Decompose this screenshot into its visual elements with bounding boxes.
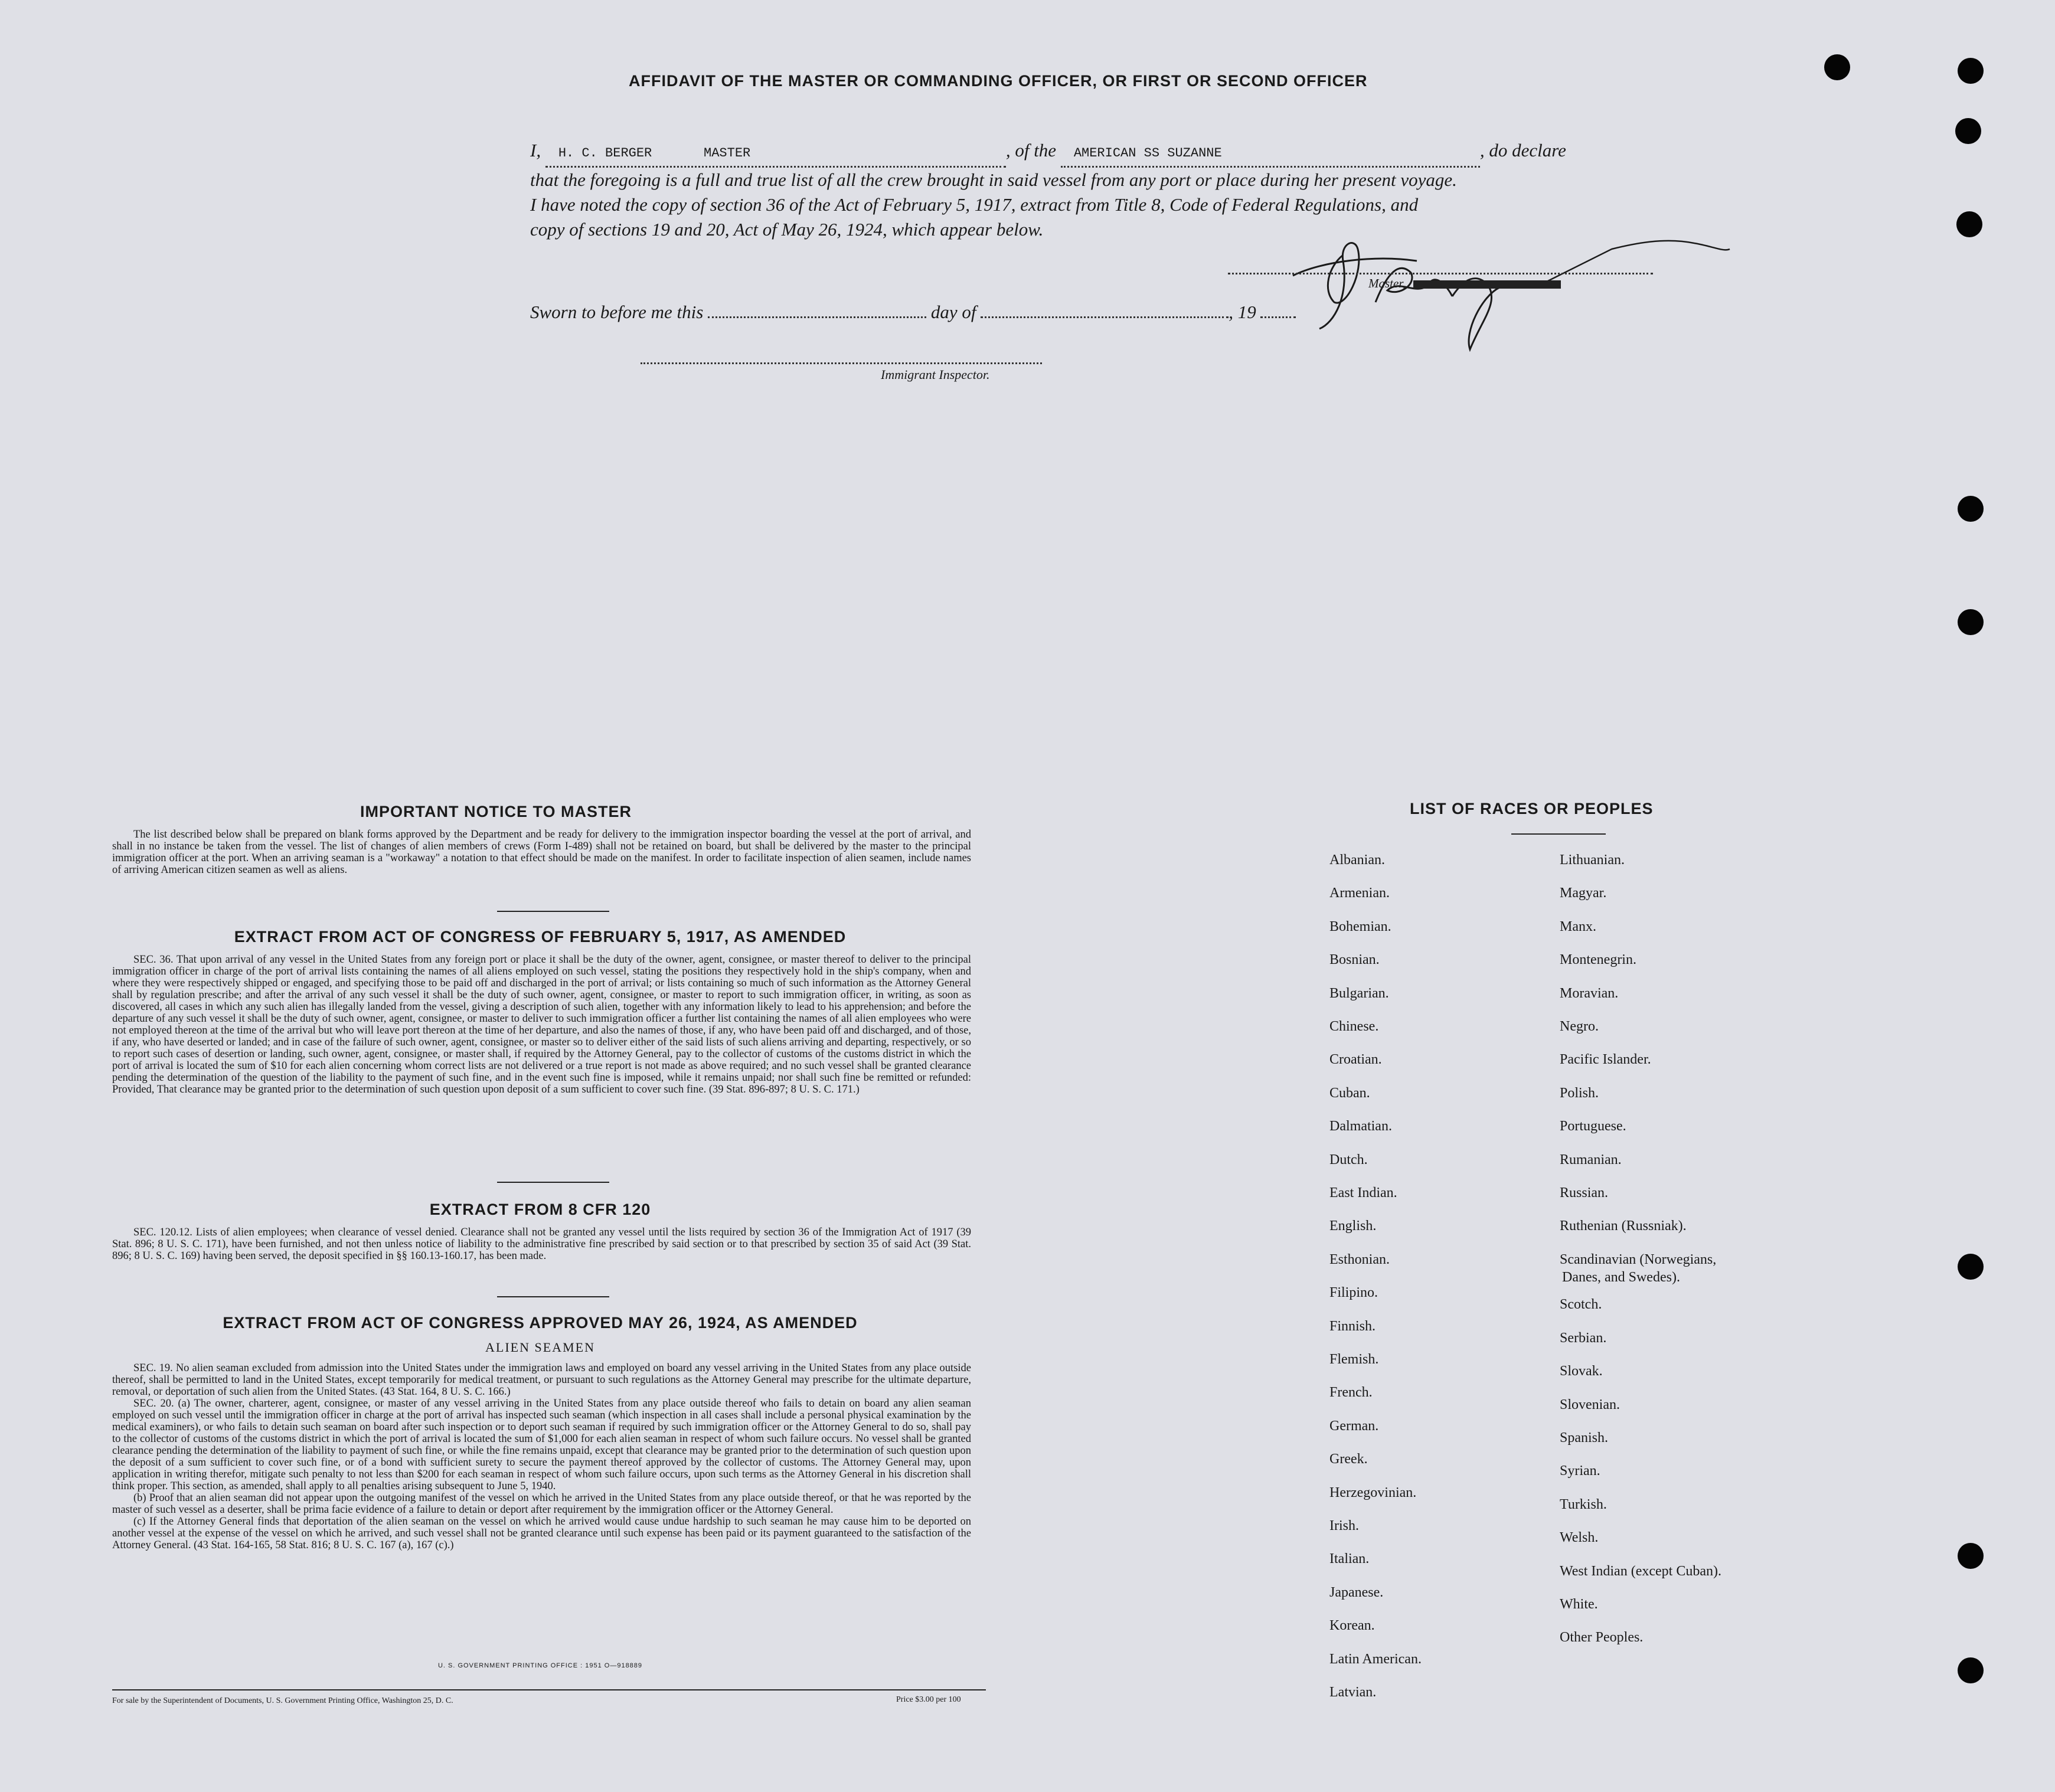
race-item: Scandinavian (Norwegians, [1560,1252,1717,1267]
sworn-month-field [981,316,1229,318]
extract-1924-body [112,1362,971,1551]
vessel-field [1061,138,1480,168]
races-divider [1511,833,1606,835]
race-item: Lithuanian. [1560,852,1625,868]
race-item: White. [1560,1597,1598,1612]
punch-hole [1958,496,1984,522]
punch-hole [1958,1254,1984,1280]
race-item: Albanian. [1329,852,1385,868]
inspector-signature-line [641,362,1042,364]
race-item: Latvian. [1329,1685,1377,1700]
punch-hole [1955,118,1981,144]
master-name: H. C. BERGER [558,146,652,161]
master-rank: MASTER [704,146,751,161]
race-item: Herzegovinian. [1329,1485,1417,1500]
race-item: Serbian. [1560,1330,1607,1346]
race-item: Dutch. [1329,1152,1368,1168]
price-note: Price $3.00 per 100 [896,1695,961,1704]
race-item: Italian. [1329,1551,1370,1567]
race-item: Latin American. [1329,1652,1422,1667]
sec-19-text: SEC. 19. No alien seaman excluded from admission into the United States under the immigration laws and employed on board any vessel arriving in the United States from any place outside thereof, shall be permitted to land in the United States, except temporarily for medical treatment, or pursuant to such regulations as the Attorney General may prescribe for the ultimate departure, removal, or deportation of such alien from the United States. (43 Stat. 164, 8 U. S. C. 166.) [112,1362,971,1398]
race-item: Japanese. [1329,1585,1384,1600]
divider [497,911,609,912]
race-item: Dalmatian. [1329,1119,1392,1134]
race-item: Chinese. [1329,1019,1379,1034]
vessel-name: AMERICAN SS SUZANNE [1073,146,1222,161]
race-item: Scotch. [1560,1297,1602,1312]
race-item: Manx. [1560,919,1596,934]
race-item: German. [1329,1418,1379,1434]
declaration-i: I, [530,140,541,161]
day-of-label: day of [930,302,976,322]
sworn-day-field [708,316,926,318]
punch-hole [1958,609,1984,635]
notice-title: IMPORTANT NOTICE TO MASTER [360,803,632,820]
race-item: Magyar. [1560,885,1607,901]
race-item: Russian. [1560,1185,1609,1201]
divider [497,1182,609,1183]
divider [497,1296,609,1297]
race-item: Montenegrin. [1560,952,1636,967]
declaration-line-1 [530,138,1599,168]
race-item: French. [1329,1385,1373,1400]
master-signature-label [1368,276,1561,291]
extract-1924-title: EXTRACT FROM ACT OF CONGRESS APPROVED MAY 26, 1924, AS AMENDED [223,1314,858,1332]
declaration-line-3: I have noted the copy of section 36 of the Act of February 5, 1917, extract from Title 8, Code of Federal Regulations, and [530,194,1419,215]
punch-hole [1824,54,1850,80]
race-item: Moravian. [1560,986,1619,1001]
footer-rule [112,1689,986,1690]
punch-hole [1956,211,1982,237]
race-item: Rumanian. [1560,1152,1622,1168]
race-item: Bosnian. [1329,952,1380,967]
do-declare-label: , do declare [1479,140,1566,161]
extract-cfr-title: EXTRACT FROM 8 CFR 120 [429,1201,651,1218]
race-item: Armenian. [1329,885,1390,901]
race-item: Turkish. [1560,1497,1607,1512]
race-item: Slovenian. [1560,1397,1620,1412]
race-item: Korean. [1329,1618,1375,1633]
master-name-field [545,138,1006,168]
declaration-line-4: copy of sections 19 and 20, Act of May 26, 1924, which appear below. [530,219,1044,240]
race-item: Other Peoples. [1560,1630,1644,1645]
race-item: West Indian (except Cuban). [1560,1564,1721,1579]
inspector-label: Immigrant Inspector. [881,367,990,382]
race-item: Bulgarian. [1329,986,1389,1001]
extract-1917-text: SEC. 36. That upon arrival of any vessel in the United States from any foreign port or place it shall be the duty of the owner, agent, consignee, or master thereof to deliver to the principal immigration officer in charge of the port of arrival lists containing the names of all aliens employed on such vessel, stating the positions they respectively hold in the ship's company, when and where they were respectively shipped or engaged, and specifying those to be paid off and discharged in the port of arrival; or lists containing so much of such information as the Attorney General shall by regulation prescribe; and after the arrival of any such vessel it shall be the duty of such owner, agent, consignee, or master to report to such immigration officer, in writing, as soon as discovered, all cases in which any such alien has illegally landed from the vessel, giving a description of such alien, together with any information likely to lead to his apprehension; and before the departure of any such vessel it shall be the duty of such owner, agent, consignee, or master to deliver to such immigration officer a further list containing the names of all alien employees who were not employed thereon at the time of the arrival but who will leave port thereon at the time of her departure, and also the names of those, if any, who have been paid off and discharged, and of those, if any, who have deserted or landed; and in case of the failure of such owner, agent, consignee, or master so to deliver either of the said lists of such aliens arriving and departing, respectively, or so to report such cases of desertion or landing, such owner, agent, consignee, or master shall, if required by the Attorney General, pay to the collector of customs of the customs district in which the port of arrival is located the sum of $10 for each alien concerning whom correct lists are not delivered or a true report is not made as above required; and no such vessel shall be granted clearance pending the determination of the question of the liability to the payment of such fine, and in the event such fine is imposed, while it remains unpaid; nor shall such fine be remitted or refunded: Provided, That clearance may be granted prior to the determination of such question upon deposit of a sum sufficient to cover such fine. (39 Stat. 896-897; 8 U. S. C. 171.) [112,954,971,1096]
race-item: Finnish. [1329,1319,1376,1334]
race-item: Bohemian. [1329,919,1391,934]
race-item: East Indian. [1329,1185,1397,1201]
extract-1917-title: EXTRACT FROM ACT OF CONGRESS OF FEBRUARY 5, 1917, AS AMENDED [234,928,847,946]
sec-20a-text: SEC. 20. (a) The owner, charterer, agent, consignee, or master of any vessel arriving in the United States from any place outside thereof who fails to detain on board any alien seaman employed on such vessel until the immigration officer in charge at the port of arrival has inspected such seaman (which inspection in all cases shall include a personal physical examination by the medical examiners), or who fails to detain such seaman on board after such inspection or to deport such seaman if required by such immigration officer or the Attorney General to do so, shall pay to the collector of customs of the customs district in which the port of arrival is located the sum of $1,000 for each alien seaman in respect of whom such failure occurs. No vessel shall be granted clearance pending the determination of the liability to payment of such fine, or while the fine remains unpaid, except that clearance may be granted prior to the determination of such question upon the deposit of a sum sufficient to cover such fine, or of a bond with sufficient surety to secure the payment thereof approved by the collector of customs. The Attorney General may, upon application in writing therefor, mitigate such penalty to not less than $200 for each seaman in respect of whom such failure occurs, upon such terms as the Attorney General in his discretion shall think proper. This section, as amended, shall apply to all penalties arising subsequent to June 5, 1940. [112,1398,971,1492]
extract-cfr-text: SEC. 120.12. Lists of alien employees; when clearance of vessel denied. Clearance shall not be granted any vessel until the lists required by section 36 of the Immigration Act of 1917 (39 Stat. 896; 8 U. S. C. 171), have been furnished, and not then unless notice of liability to the administrative fine prescribed by said section or to that prescribed by section 35 of said Act (39 Stat. 896; 8 U. S. C. 169) having been served, the deposit specified in §§ 160.13-160.17, has been made. [112,1227,971,1262]
declaration-line-2: that the foregoing is a full and true list of all the crew brought in said vessel from any port or place during her present voyage. [530,169,1457,190]
for-sale-note: For sale by the Superintendent of Documents, U. S. Government Printing Office, Washington 25, D. C. [112,1696,453,1705]
year-label: , 19 [1229,302,1256,322]
punch-hole [1958,1657,1984,1683]
sec-20b-text: (b) Proof that an alien seaman did not appear upon the outgoing manifest of the vessel on which he arrived in the United States from any place outside thereof, or that he was reported by the master of such vessel as a deserter, shall be prima facie evidence of a failure to detain or deport after requirement by the immigration officer or the Attorney General. [112,1492,971,1516]
notice-text: The list described below shall be prepared on blank forms approved by the Department and be ready for delivery to the immigration inspector boarding the vessel at the port of arrival, and shall in no instance be taken from the vessel. The list of changes of alien members of crews (Form I-489) shall not be retained on board, but shall be delivered by the master to the principal immigration officer at the port. When an arriving seaman is a "workaway" a notation to that effect should be made on the manifest. In order to facilitate inspection of alien seamen, include names of arriving American citizen seamen as well as aliens. [112,829,971,876]
race-item: Filipino. [1329,1285,1378,1300]
race-item: Syrian. [1560,1463,1600,1479]
signature-line [1228,273,1653,274]
race-item: Danes, and Swedes). [1562,1270,1680,1285]
race-item: Pacific Islander. [1560,1052,1651,1067]
race-item: Slovak. [1560,1363,1603,1379]
sworn-label: Sworn to before me this [530,302,704,322]
race-item: Croatian. [1329,1052,1382,1067]
race-item: Polish. [1560,1085,1599,1101]
sec-20c-text: (c) If the Attorney General finds that deportation of the alien seaman on the vessel on which he arrived would cause undue hardship to such seaman he may cause him to be deported on another vessel at the expense of the vessel on which he arrived, and such vessel shall not be granted clearance until such expense has been paid or its payment guaranteed to the satisfaction of the Attorney General. (43 Stat. 164-165, 58 Stat. 816; 8 U. S. C. 167 (a), 167 (c).) [112,1516,971,1551]
printing-office-note: U. S. GOVERNMENT PRINTING OFFICE : 1951 O—918889 [437,1662,643,1669]
sworn-year-field [1260,316,1296,318]
race-item: Welsh. [1560,1530,1599,1545]
race-item: Ruthenian (Russniak). [1560,1218,1687,1234]
race-item: Flemish. [1329,1352,1379,1367]
master-label: Master, [1368,276,1406,290]
extract-1924-subtitle: ALIEN SEAMEN [485,1340,595,1355]
race-item: Irish. [1329,1518,1359,1533]
punch-hole [1958,1543,1984,1569]
race-item: Negro. [1560,1019,1599,1034]
affidavit-title: AFFIDAVIT OF THE MASTER OR COMMANDING OFFICER, OR FIRST OR SECOND OFFICER [629,72,1368,90]
punch-hole [1958,58,1984,84]
races-title: LIST OF RACES OR PEOPLES [1410,800,1654,817]
struck-title [1413,280,1561,289]
race-item: Portuguese. [1560,1119,1626,1134]
race-item: Greek. [1329,1451,1368,1467]
sworn-line [530,300,1296,325]
race-item: Cuban. [1329,1085,1370,1101]
race-item: Esthonian. [1329,1252,1390,1267]
of-the-label: , of the [1005,140,1057,161]
race-item: English. [1329,1218,1377,1234]
race-item: Spanish. [1560,1430,1609,1446]
